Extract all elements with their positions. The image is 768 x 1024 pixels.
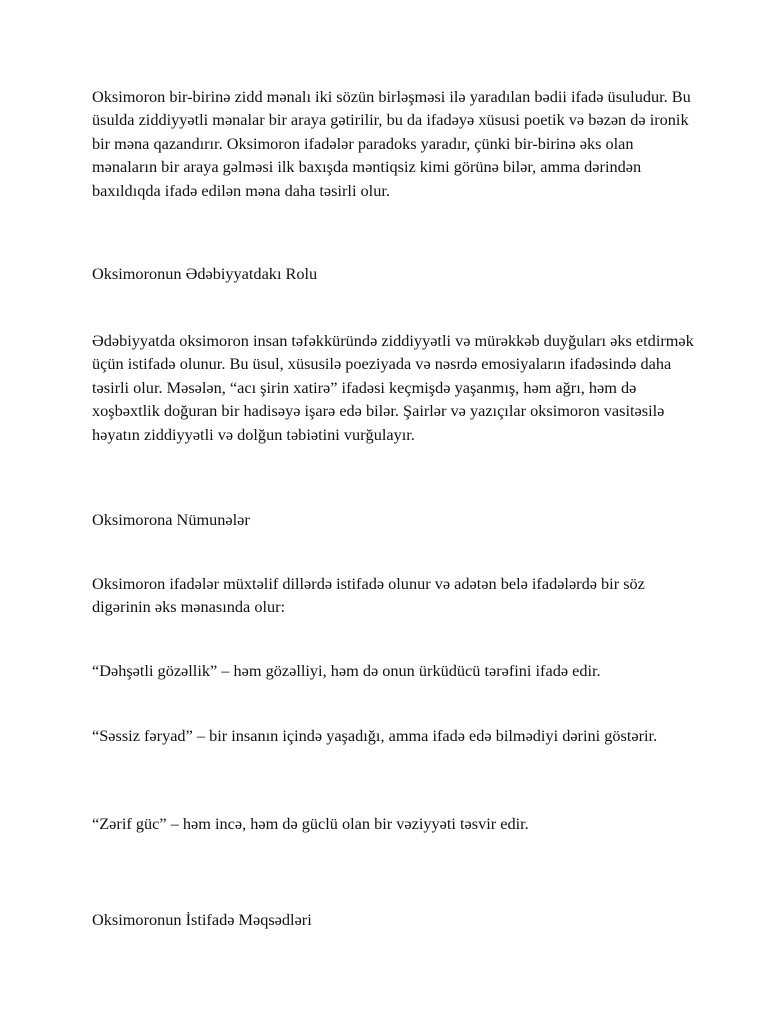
examples-intro-paragraph: Oksimoron ifadələr müxtəlif dillərdə istifadə olunur və adətən belə ifadələrdə bir söz digərinin əks mənasında olur: xyxy=(92,574,645,617)
section-heading-purposes: Oksimoronun İstifadə Məqsədləri xyxy=(92,910,312,929)
intro-paragraph: Oksimoron bir-birinə zidd mənalı iki sözün birləşməsi ilə yaradılan bədii ifadə üsuludur. Bu üsulda ziddiyyətli mənalar bir araya gətirilir, bu da ifadəyə xüsusi poetik və bəzən də ironik bir məna qazandırır. Oksimoron ifadələr paradoks yaradır, çünki bir-birinə əks olan mənaların bir araya gəlməsi ilk baxışda məntiqsiz kimi görünə bilər, amma dərindən baxıldıqda ifadə edilən məna daha təsirli olur. xyxy=(92,87,691,200)
example-item-1: “Dəhşətli gözəllik” – həm gözəlliyi, həm də onun ürküdücü tərəfini ifadə edir. xyxy=(92,661,601,680)
section-heading-literature-role: Oksimoronun Ədəbiyyatdakı Rolu xyxy=(92,264,318,283)
example-item-3: “Zərif güc” – həm incə, həm də güclü olan bir vəziyyəti təsvir edir. xyxy=(92,814,529,833)
section-heading-examples: Oksimorona Nümunələr xyxy=(92,510,250,529)
literature-paragraph: Ədəbiyyatda oksimoron insan təfəkküründə ziddiyyətli və mürəkkəb duyğuları əks etdirmək üçün istifadə olunur. Bu üsul, xüsusilə poeziyada və nəsrdə emosiyaların ifadəsində daha təsirli olur. Məsələn, “acı şirin xatirə” ifadəsi keçmişdə yaşanmış, həm ağrı, həm də xoşbəxtlik doğuran bir hadisəyə işarə edə bilər. Şairlər və yazıçılar oksimoron vasitəsilə həyatın ziddiyyətli və dolğun təbiətini vurğulayır. xyxy=(92,331,694,444)
example-item-2: “Səssiz fəryad” – bir insanın içində yaşadığı, amma ifadə edə bilmədiyi dərini göstərir. xyxy=(92,726,658,745)
